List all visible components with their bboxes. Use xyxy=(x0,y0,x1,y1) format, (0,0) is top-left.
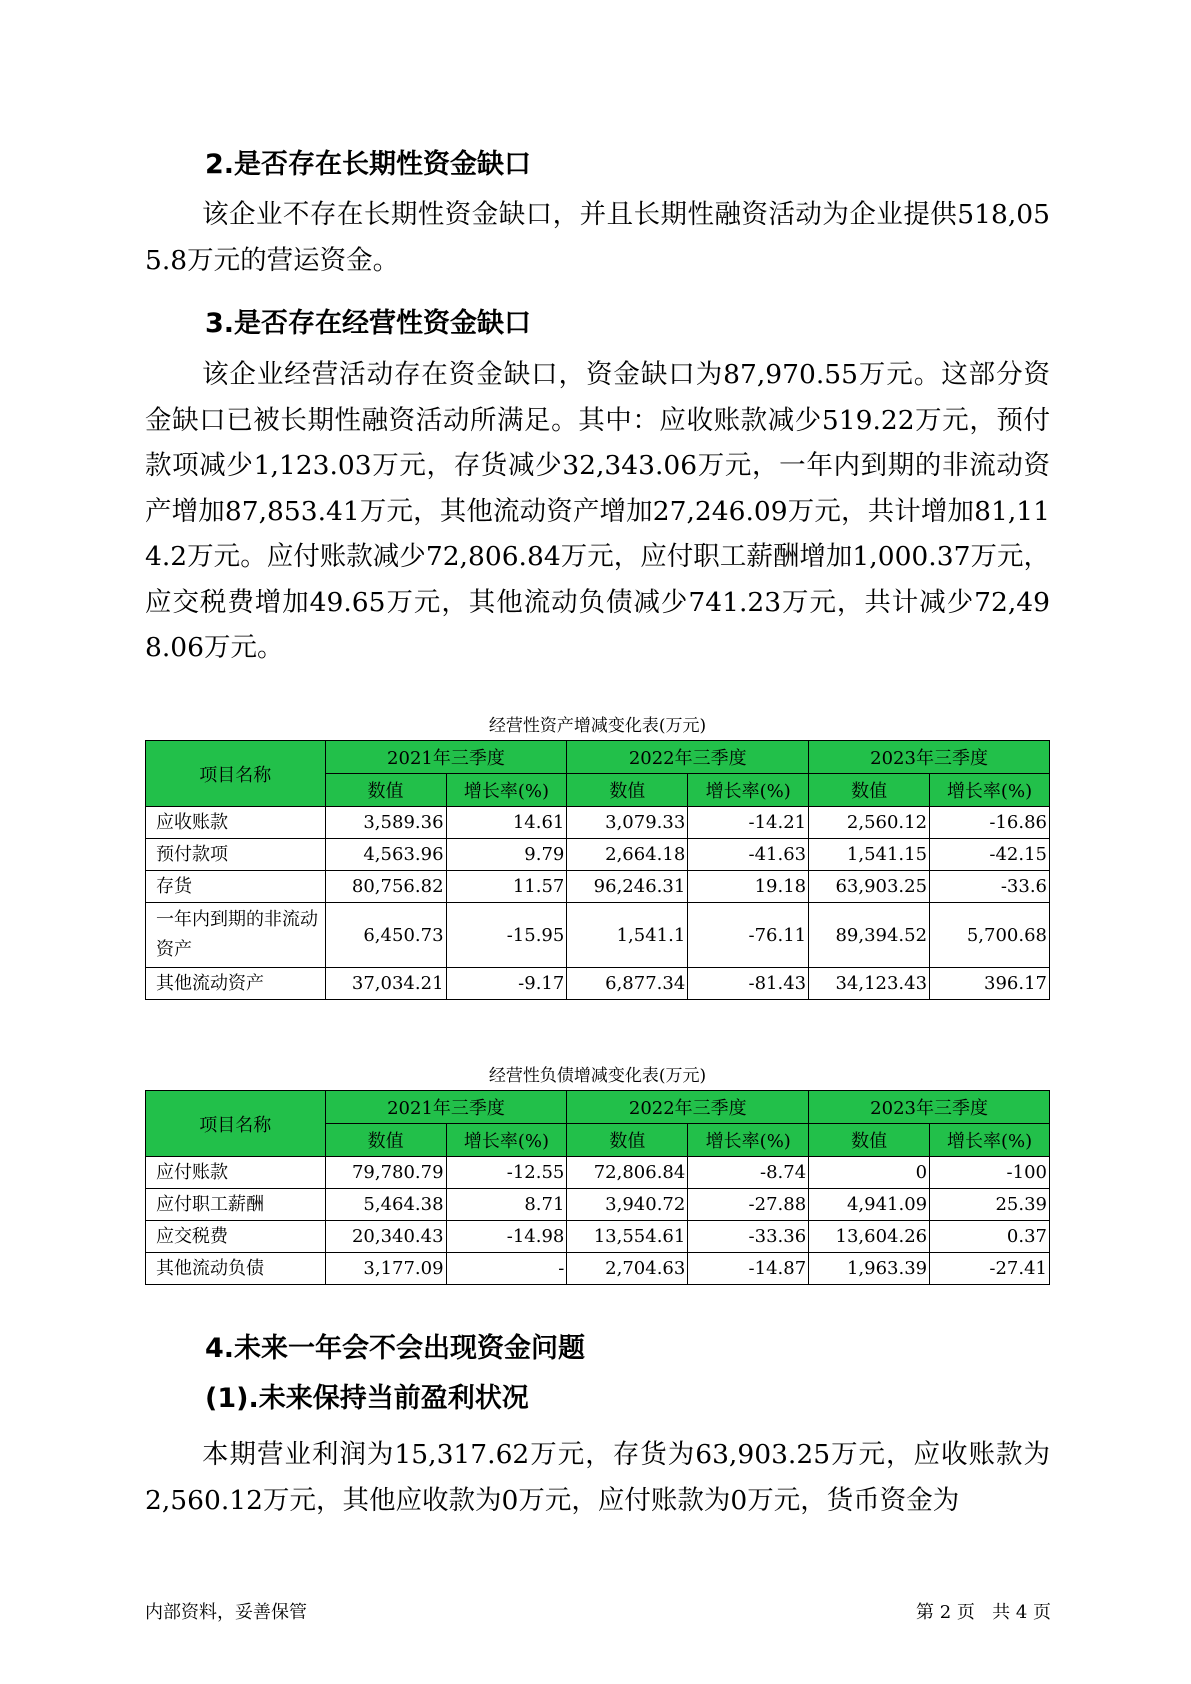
header-value: 数值 xyxy=(567,774,688,807)
cell-value: 96,246.31 xyxy=(567,871,688,903)
header-growth: 增长率(%) xyxy=(930,774,1050,807)
cell-growth: -100 xyxy=(930,1157,1050,1189)
cell-growth: 14.61 xyxy=(446,807,567,839)
cell-growth: -16.86 xyxy=(930,807,1050,839)
table-row xyxy=(146,807,1050,839)
row-name: 其他流动负债 xyxy=(146,1253,326,1285)
header-value: 数值 xyxy=(809,1124,930,1157)
cell-value: 1,541.15 xyxy=(809,839,930,871)
row-name: 应付账款 xyxy=(146,1157,326,1189)
header-growth: 增长率(%) xyxy=(930,1124,1050,1157)
cell-value: 63,903.25 xyxy=(809,871,930,903)
section-4-1-heading: (1).未来保持当前盈利状况 xyxy=(205,1383,529,1414)
header-item-name: 项目名称 xyxy=(146,741,326,807)
cell-growth: -27.88 xyxy=(688,1189,809,1221)
section-2-heading: 2.是否存在长期性资金缺口 xyxy=(205,149,532,180)
header-value: 数值 xyxy=(325,774,446,807)
table-row xyxy=(146,968,1050,1000)
table-row xyxy=(146,1157,1050,1189)
table-row xyxy=(146,903,1050,968)
section-2-text: 该企业不存在长期性资金缺口，并且长期性融资活动为企业提供518,055.8万元的营运资金。 xyxy=(145,199,1050,276)
cell-value: 1,541.1 xyxy=(567,903,688,968)
cell-value: 3,589.36 xyxy=(325,807,446,839)
table-row xyxy=(146,1189,1050,1221)
cell-value: 4,941.09 xyxy=(809,1189,930,1221)
row-name: 预付款项 xyxy=(146,839,326,871)
cell-growth: -81.43 xyxy=(688,968,809,1000)
cell-growth: -14.98 xyxy=(446,1221,567,1253)
header-growth: 增长率(%) xyxy=(446,774,567,807)
table-row xyxy=(146,1253,1050,1285)
header-value: 数值 xyxy=(809,774,930,807)
cell-growth: -14.87 xyxy=(688,1253,809,1285)
footer-confidential-note: 内部资料，妥善保管 xyxy=(145,1602,307,1623)
row-name: 应交税费 xyxy=(146,1221,326,1253)
header-growth: 增长率(%) xyxy=(446,1124,567,1157)
liabilities-table-caption: 经营性负债增减变化表(万元) xyxy=(488,1066,707,1086)
table-row xyxy=(146,839,1050,871)
header-growth: 增长率(%) xyxy=(688,774,809,807)
cell-growth: -9.17 xyxy=(446,968,567,1000)
header-year-2023: 2023年三季度 xyxy=(809,1091,1050,1124)
header-year-2022: 2022年三季度 xyxy=(567,1091,809,1124)
cell-growth: 25.39 xyxy=(930,1189,1050,1221)
cell-value: 13,554.61 xyxy=(567,1221,688,1253)
section-3-text: 该企业经营活动存在资金缺口，资金缺口为87,970.55万元。这部分资金缺口已被长期性融资活动所满足。其中：应收账款减少519.22万元，预付款项减少1,123.03万元，存货减少32,343.06万元，一年内到期的非流动资产增加87,853.41万元，其他流动资产增加27,246.09万元，共计增加81,114.2万元。应付账款减少72,806.84万元，应付职工薪酬增加1,000.37万元，应交税费增加49.65万元，其他流动负债减少741.23万元，共计减少72,498.06万元。 xyxy=(145,359,1050,663)
row-name: 其他流动资产 xyxy=(146,968,326,1000)
header-year-2021: 2021年三季度 xyxy=(325,1091,567,1124)
cell-value: 1,963.39 xyxy=(809,1253,930,1285)
cell-value: 80,756.82 xyxy=(325,871,446,903)
cell-growth: -76.11 xyxy=(688,903,809,968)
section-3-heading: 3.是否存在经营性资金缺口 xyxy=(205,308,532,339)
cell-value: 2,664.18 xyxy=(567,839,688,871)
header-item-name: 项目名称 xyxy=(146,1091,326,1157)
liabilities-table xyxy=(145,1090,1050,1285)
cell-value: 20,340.43 xyxy=(325,1221,446,1253)
assets-table xyxy=(145,740,1050,1000)
cell-growth: 9.79 xyxy=(446,839,567,871)
cell-growth: -42.15 xyxy=(930,839,1050,871)
cell-value: 2,704.63 xyxy=(567,1253,688,1285)
table-row xyxy=(146,1221,1050,1253)
cell-value: 6,450.73 xyxy=(325,903,446,968)
cell-growth: 19.18 xyxy=(688,871,809,903)
section-4-heading: 4.未来一年会不会出现资金问题 xyxy=(205,1333,586,1364)
cell-value: 79,780.79 xyxy=(325,1157,446,1189)
header-value: 数值 xyxy=(325,1124,446,1157)
cell-growth: -15.95 xyxy=(446,903,567,968)
cell-growth: -27.41 xyxy=(930,1253,1050,1285)
cell-value: 5,464.38 xyxy=(325,1189,446,1221)
header-value: 数值 xyxy=(567,1124,688,1157)
cell-growth: 8.71 xyxy=(446,1189,567,1221)
cell-value: 89,394.52 xyxy=(809,903,930,968)
cell-value: 4,563.96 xyxy=(325,839,446,871)
footer-page-number: 第 2 页 共 4 页 xyxy=(916,1602,1051,1623)
cell-growth: -33.6 xyxy=(930,871,1050,903)
cell-growth: -14.21 xyxy=(688,807,809,839)
cell-growth: - xyxy=(446,1253,567,1285)
cell-growth: -33.36 xyxy=(688,1221,809,1253)
row-name: 应收账款 xyxy=(146,807,326,839)
cell-value: 2,560.12 xyxy=(809,807,930,839)
row-name: 一年内到期的非流动资产 xyxy=(146,903,326,968)
cell-value: 37,034.21 xyxy=(325,968,446,1000)
cell-growth: -8.74 xyxy=(688,1157,809,1189)
cell-value: 3,940.72 xyxy=(567,1189,688,1221)
cell-growth: 5,700.68 xyxy=(930,903,1050,968)
cell-growth: 0.37 xyxy=(930,1221,1050,1253)
cell-value: 0 xyxy=(809,1157,930,1189)
cell-value: 34,123.43 xyxy=(809,968,930,1000)
cell-value: 3,177.09 xyxy=(325,1253,446,1285)
cell-growth: -12.55 xyxy=(446,1157,567,1189)
cell-growth: 11.57 xyxy=(446,871,567,903)
cell-value: 13,604.26 xyxy=(809,1221,930,1253)
cell-growth: 396.17 xyxy=(930,968,1050,1000)
header-year-2022: 2022年三季度 xyxy=(567,741,809,774)
cell-value: 6,877.34 xyxy=(567,968,688,1000)
section-4-1-text: 本期营业利润为15,317.62万元，存货为63,903.25万元，应收账款为2,560.12万元，其他应收款为0万元，应付账款为0万元，货币资金为 xyxy=(145,1439,1050,1516)
table-row xyxy=(146,871,1050,903)
header-growth: 增长率(%) xyxy=(688,1124,809,1157)
row-name: 应付职工薪酬 xyxy=(146,1189,326,1221)
header-year-2021: 2021年三季度 xyxy=(325,741,567,774)
cell-value: 3,079.33 xyxy=(567,807,688,839)
cell-growth: -41.63 xyxy=(688,839,809,871)
row-name: 存货 xyxy=(146,871,326,903)
cell-value: 72,806.84 xyxy=(567,1157,688,1189)
header-year-2023: 2023年三季度 xyxy=(809,741,1050,774)
assets-table-caption: 经营性资产增减变化表(万元) xyxy=(488,716,707,736)
